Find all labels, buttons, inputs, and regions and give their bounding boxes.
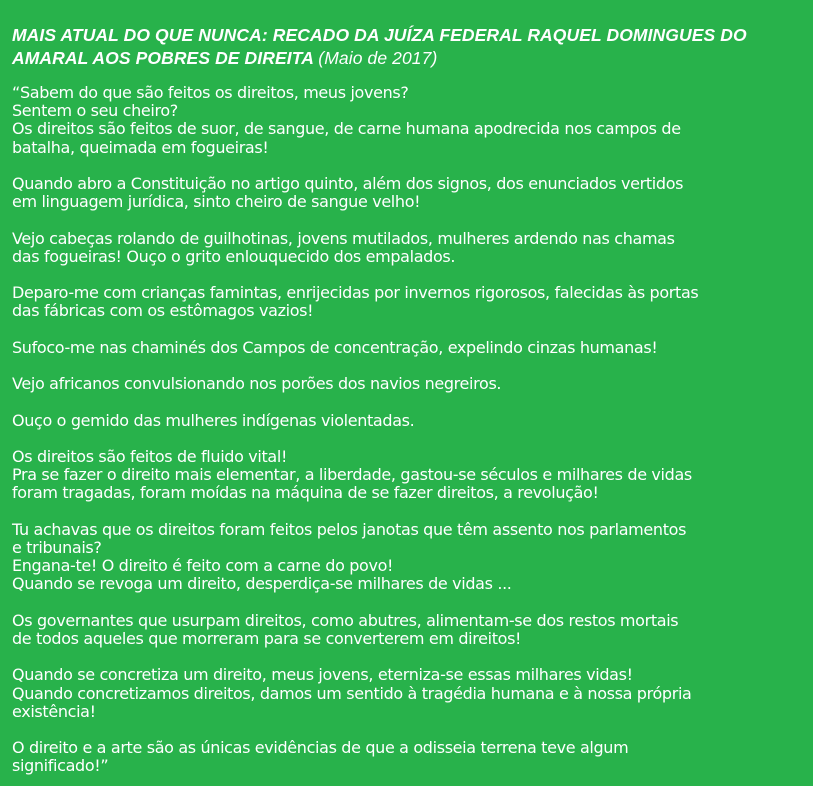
quote-paragraph	[12, 284, 793, 320]
quote-paragraph	[12, 84, 793, 157]
quote-line: Vejo africanos convulsionando nos porões dos navios negreiros.	[12, 374, 502, 394]
document-title	[12, 24, 793, 70]
quote-paragraph	[12, 375, 793, 393]
quote-line: Deparo-me com crianças famintas, enrijecidas por invernos rigorosos, falecidas às portas	[12, 283, 699, 303]
quote-body	[12, 84, 793, 776]
quote-paragraph	[12, 412, 793, 430]
quote-line: Sentem o seu cheiro?	[12, 101, 178, 121]
quote-line: em linguagem jurídica, sinto cheiro de sangue velho!	[12, 192, 421, 212]
quote-line: Sufoco-me nas chaminés dos Campos de concentração, expelindo cinzas humanas!	[12, 337, 658, 357]
title-date: (Maio de 2017)	[318, 48, 438, 68]
title-main: MAIS ATUAL DO QUE NUNCA: RECADO DA JUÍZA FEDERAL RAQUEL DOMINGUES DO AMARAL AOS POBRES DE DIREITA	[12, 25, 747, 68]
quote-paragraph	[12, 448, 793, 503]
quote-line: das fogueiras! Ouço o grito enlouquecido dos empalados.	[12, 246, 456, 266]
quote-line: Pra se fazer o direito mais elementar, a liberdade, gastou-se séculos e milhares de vidas	[12, 465, 692, 485]
quote-line: Os governantes que usurpam direitos, como abutres, alimentam-se dos restos mortais	[12, 610, 679, 630]
quote-line: das fábricas com os estômagos vazios!	[12, 301, 314, 321]
quote-paragraph	[12, 666, 793, 721]
quote-line: Engana-te! O direito é feito com a carne do povo!	[12, 556, 394, 576]
quote-paragraph	[12, 175, 793, 211]
quote-line: “Sabem do que são feitos os direitos, meus jovens?	[12, 83, 409, 102]
quote-paragraph	[12, 230, 793, 266]
quote-line: O direito e a arte são as únicas evidências de que a odisseia terrena teve algum	[12, 738, 629, 758]
quote-line: Os direitos são feitos de fluido vital!	[12, 446, 288, 466]
quote-line: Os direitos são feitos de suor, de sangue, de carne humana apodrecida nos campos de	[12, 119, 681, 139]
quote-line: significado!”	[12, 756, 109, 776]
quote-line: Tu achavas que os direitos foram feitos pelos janotas que têm assento nos parlamentos	[12, 519, 687, 539]
quote-line: Quando se revoga um direito, desperdiça-se milhares de vidas ...	[12, 574, 512, 594]
quote-paragraph	[12, 521, 793, 594]
quote-line: batalha, queimada em fogueiras!	[12, 137, 269, 157]
quote-line: Quando abro a Constituição no artigo quinto, além dos signos, dos enunciados vertidos	[12, 174, 684, 193]
quote-line: Ouço o gemido das mulheres indígenas violentadas.	[12, 410, 415, 430]
quote-line: foram tragadas, foram moídas na máquina de se fazer direitos, a revolução!	[12, 483, 599, 503]
quote-line: existência!	[12, 701, 96, 721]
quote-paragraph	[12, 612, 793, 648]
quote-line: Quando se concretiza um direito, meus jovens, eterniza-se essas milhares vidas!	[12, 665, 633, 685]
quote-line: e tribunais?	[12, 537, 102, 557]
quote-line: Quando concretizamos direitos, damos um sentido à tragédia humana e à nossa própria	[12, 683, 692, 703]
quote-paragraph	[12, 739, 793, 775]
quote-paragraph	[12, 339, 793, 357]
quote-line: de todos aqueles que morreram para se converterem em direitos!	[12, 628, 522, 648]
quote-line: Vejo cabeças rolando de guilhotinas, jovens mutilados, mulheres ardendo nas chamas	[12, 228, 675, 248]
